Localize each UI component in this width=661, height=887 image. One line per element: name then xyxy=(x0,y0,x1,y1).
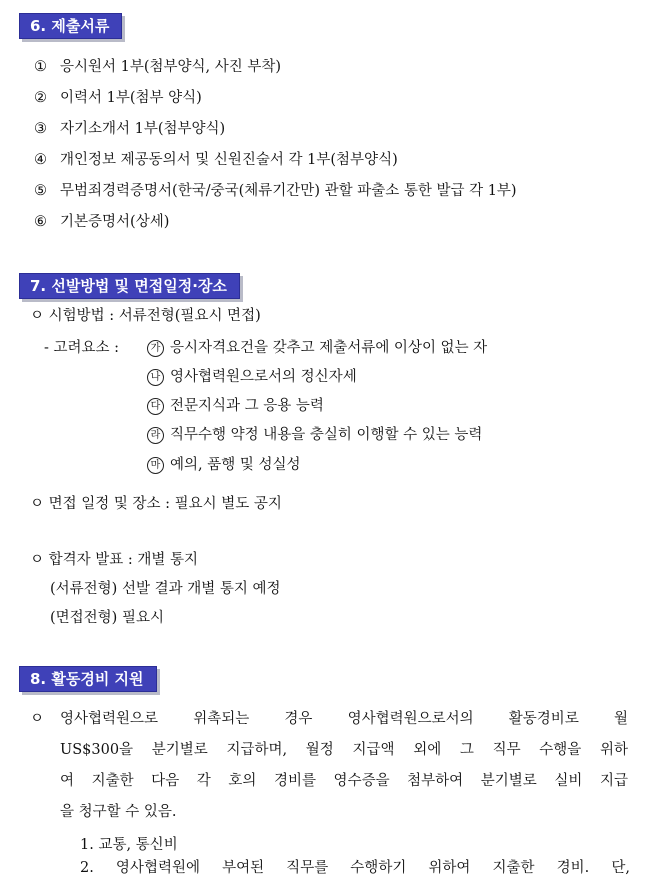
section-6-header: 6. 제출서류 xyxy=(19,13,122,39)
factor-2-marker: 나 xyxy=(147,369,164,386)
factors-label: - 고려요소 : xyxy=(44,340,120,356)
expense-para-line-4: 을 청구할 수 있음. xyxy=(60,804,177,820)
expense-item-2: 2. 영사협력원에 부여된 직무를 수행하기 위하여 지출한 경비. 단, xyxy=(80,860,630,876)
factor-5: 마 예의, 품행 및 성실성 xyxy=(147,455,301,475)
factor-4-marker: 라 xyxy=(147,427,164,444)
expense-para-line-3: 여 지출한 다음 각 호의 경비를 영수증을 첨부하여 분기별로 실비 지급 xyxy=(60,773,628,789)
result-interview-screening: (면접전형) 필요시 xyxy=(50,610,164,626)
result-document-screening: (서류전형) 선발 결과 개별 통지 예정 xyxy=(50,581,281,597)
doc-item-1: ① 응시원서 1부(첨부양식, 사진 부착) xyxy=(34,59,282,75)
factor-2: 나 영사협력원으로서의 정신자세 xyxy=(147,367,357,387)
result-announcement: ㅇ 합격자 발표 : 개별 통지 xyxy=(30,552,199,568)
doc-item-4: ④ 개인정보 제공동의서 및 신원진술서 각 1부(첨부양식) xyxy=(34,152,398,168)
exam-method: ㅇ 시험방법 : 서류전형(필요시 면접) xyxy=(30,308,261,324)
factor-4: 라 직무수행 약정 내용을 충실히 이행할 수 있는 능력 xyxy=(147,425,482,445)
expense-item-1: 1. 교통, 통신비 xyxy=(80,837,178,853)
factor-1-marker: 가 xyxy=(147,340,164,357)
factor-3: 다 전문지식과 그 응용 능력 xyxy=(147,396,324,416)
expense-para-line-1: 영사협력원으로 위촉되는 경우 영사협력원으로서의 활동경비로 월 xyxy=(60,711,628,727)
factor-5-marker: 마 xyxy=(147,457,164,474)
expense-para-line-2: US$300을 분기별로 지급하며, 월정 지급액 외에 그 직무 수행을 위하 xyxy=(60,742,628,758)
expense-bullet: ㅇ xyxy=(30,711,45,727)
doc-item-3: ③ 자기소개서 1부(첨부양식) xyxy=(34,121,226,137)
factor-1: 가 응시자격요건을 갖추고 제출서류에 이상이 없는 자 xyxy=(147,338,487,358)
doc-item-6: ⑥ 기본증명서(상세) xyxy=(34,214,170,230)
section-8-header: 8. 활동경비 지원 xyxy=(19,666,157,692)
factor-3-marker: 다 xyxy=(147,398,164,415)
interview-schedule: ㅇ 면접 일정 및 장소 : 필요시 별도 공지 xyxy=(30,496,282,512)
doc-item-2: ② 이력서 1부(첨부 양식) xyxy=(34,90,202,106)
section-7-header: 7. 선발방법 및 면접일정·장소 xyxy=(19,273,240,299)
doc-item-5: ⑤ 무범죄경력증명서(한국/중국(체류기간만) 관할 파출소 통한 발급 각 1부) xyxy=(34,183,517,199)
